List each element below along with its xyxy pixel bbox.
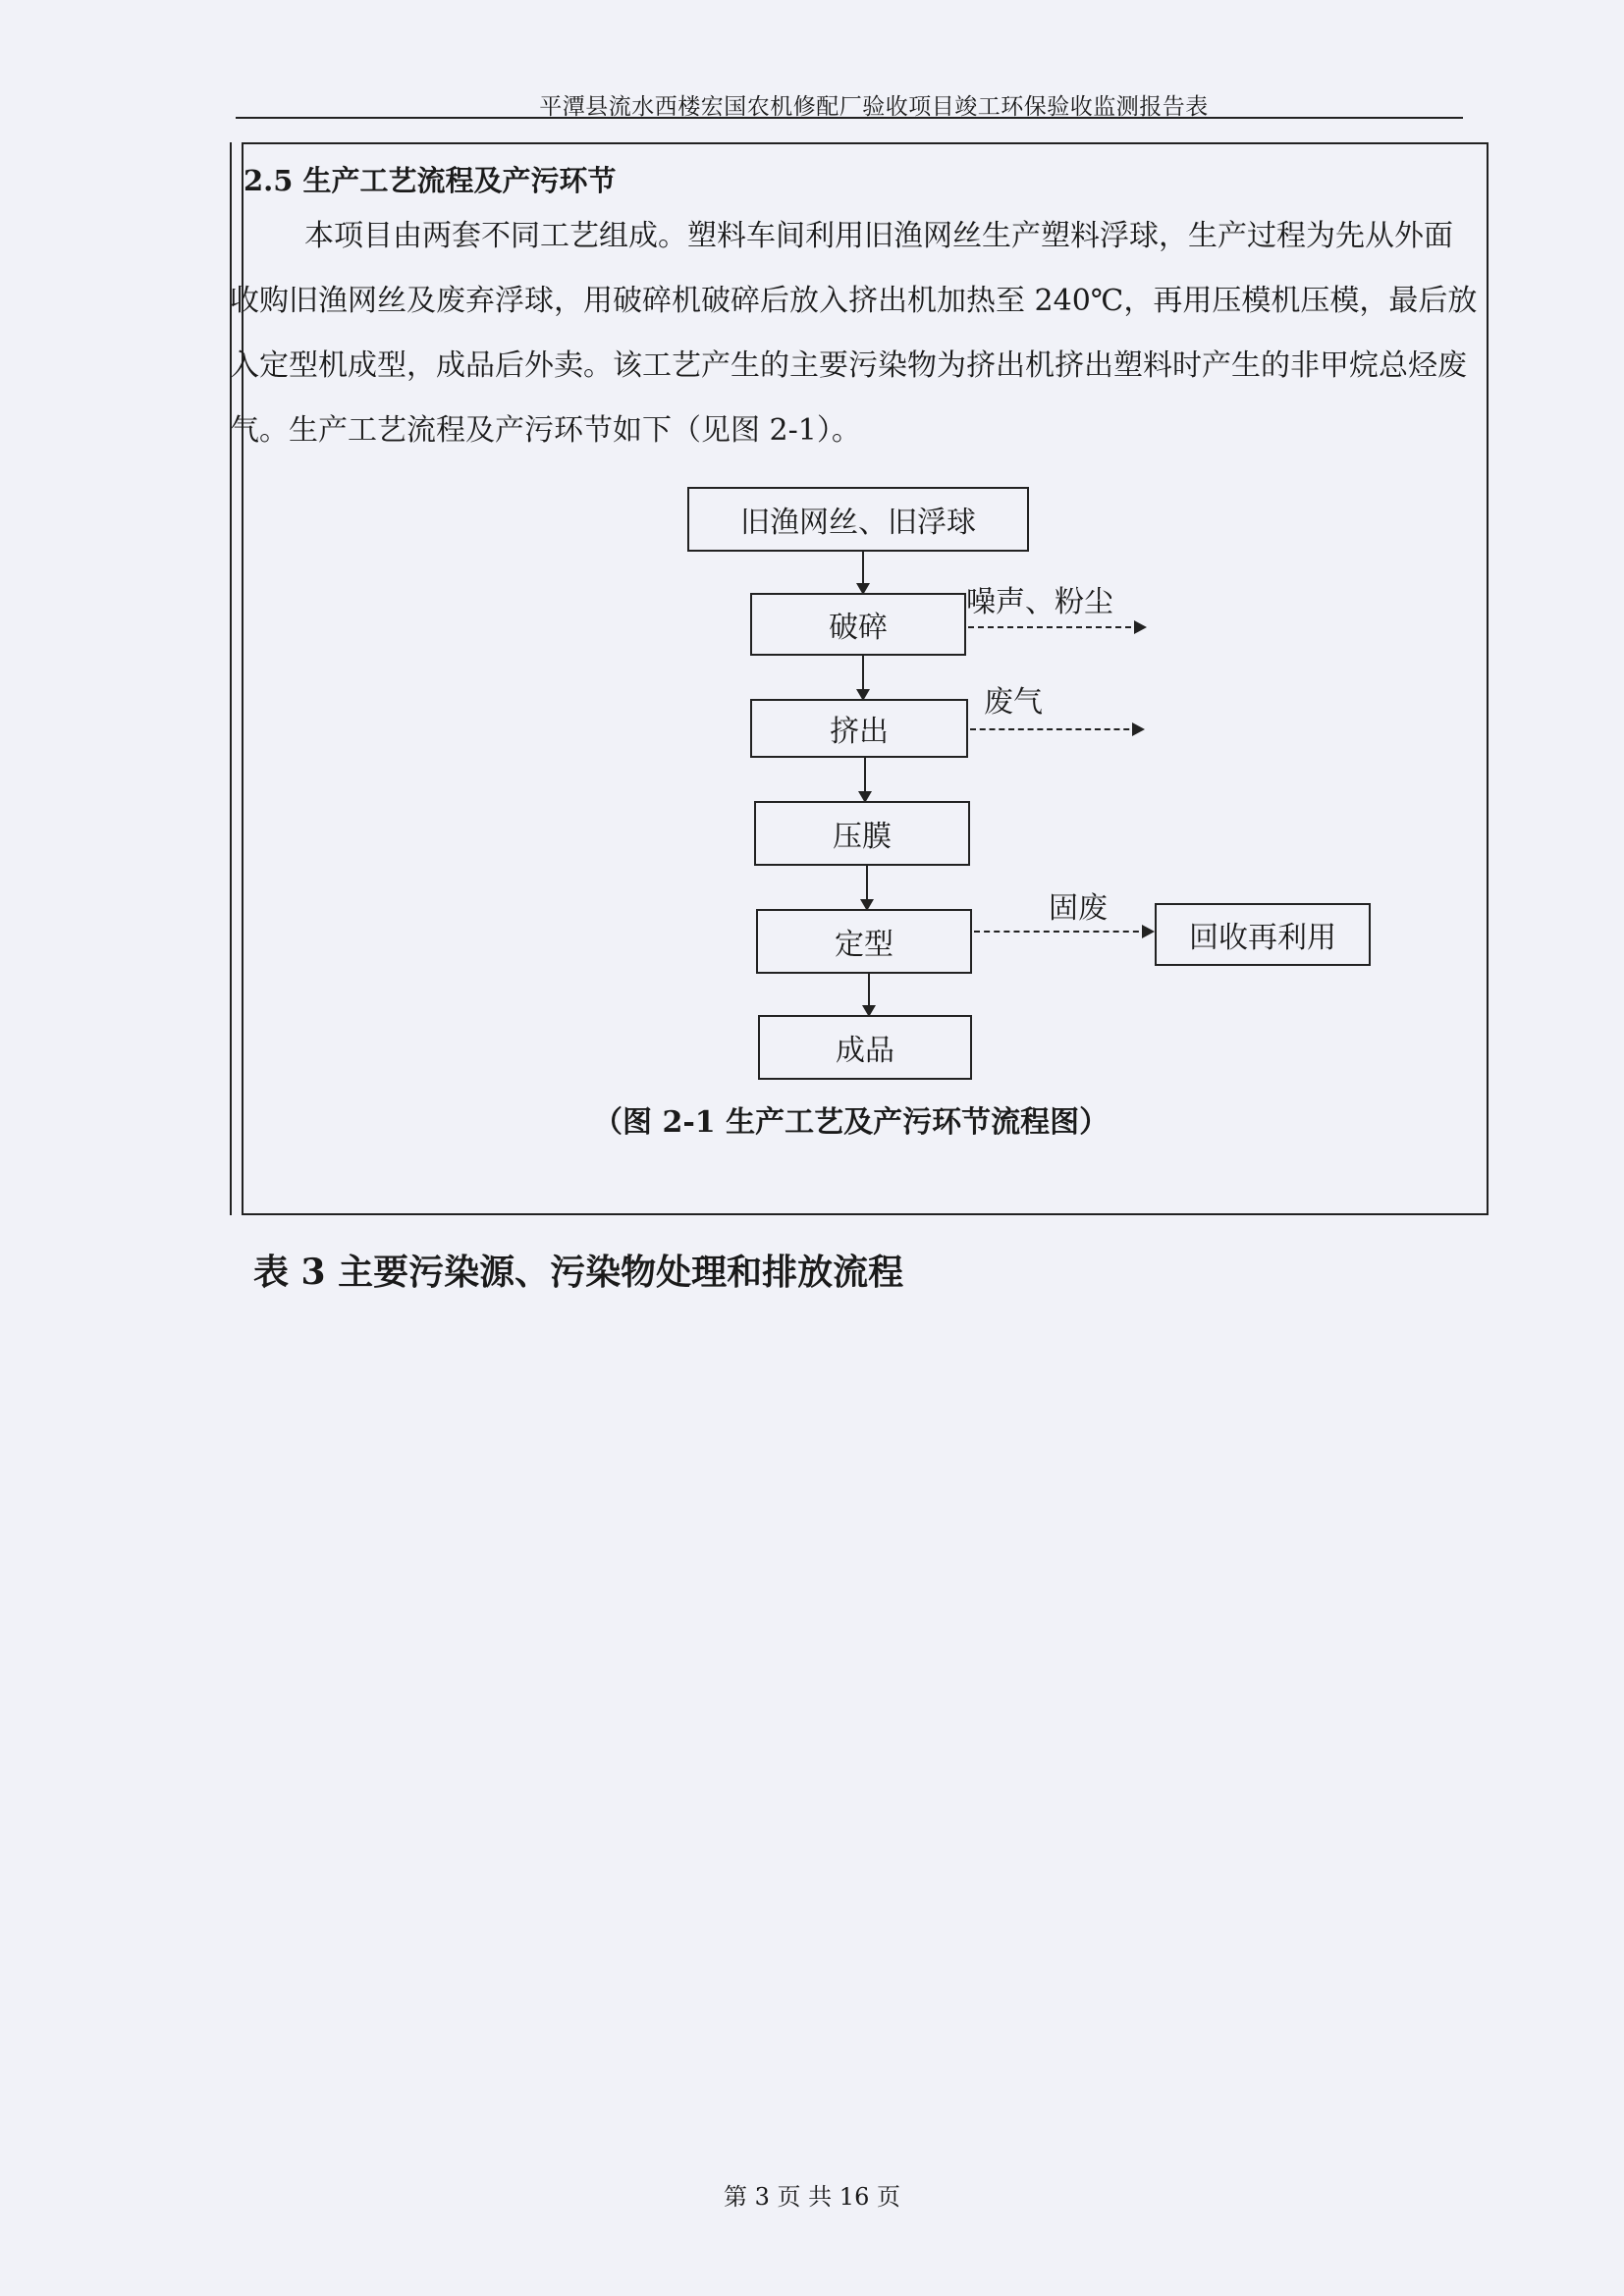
- arrow-crush-to-extrude: [862, 656, 864, 699]
- flow-step-shape: 定型: [756, 909, 972, 974]
- arrow-press-to-shape: [866, 866, 868, 909]
- dash-arrow-noise-dust: [968, 626, 1141, 628]
- output-label-noise-dust: 噪声、粉尘: [966, 585, 1113, 619]
- page-footer: 第 3 页 共 16 页: [724, 2183, 900, 2211]
- header-rule: [236, 117, 1463, 119]
- output-label-waste-gas: 废气: [984, 685, 1043, 720]
- arrow-extrude-to-press: [864, 758, 866, 801]
- flow-step-recycle: 回收再利用: [1155, 903, 1371, 966]
- flow-step-product: 成品: [758, 1015, 972, 1080]
- flow-step-extrude: 挤出: [750, 699, 968, 758]
- dash-arrow-waste-gas: [970, 728, 1139, 730]
- section-heading: 2.5 生产工艺流程及产污环节: [244, 164, 617, 197]
- flow-step-crush: 破碎: [750, 593, 966, 656]
- process-description: [230, 204, 1479, 463]
- arrow-input-to-crush: [862, 552, 864, 593]
- flow-step-press: 压膜: [754, 801, 970, 866]
- figure-caption: （图 2-1 生产工艺及产污环节流程图）: [593, 1105, 1110, 1140]
- arrow-shape-to-product: [868, 974, 870, 1015]
- process-paragraph: 本项目由两套不同工艺组成。塑料车间利用旧渔网丝生产塑料浮球，生产过程为先从外面收购旧渔网丝及废弃浮球，用破碎机破碎后放入挤出机加热至 240℃，再用压模机压模，最后放入定型机成型，成品后外卖。该工艺产生的主要污染物为挤出机挤出塑料时产生的非甲烷总烃废气。生产工艺流程及产污环节如下（见图 2-1）。: [230, 219, 1478, 448]
- table-title: 表 3 主要污染源、污染物处理和排放流程: [253, 1252, 904, 1293]
- dash-arrow-solid-waste: [974, 931, 1149, 933]
- flow-step-input: 旧渔网丝、旧浮球: [687, 487, 1029, 552]
- report-header-title: 平潭县流水西楼宏国农机修配厂验收项目竣工环保验收监测报告表: [539, 94, 1209, 120]
- output-label-solid-waste: 固废: [1049, 891, 1108, 926]
